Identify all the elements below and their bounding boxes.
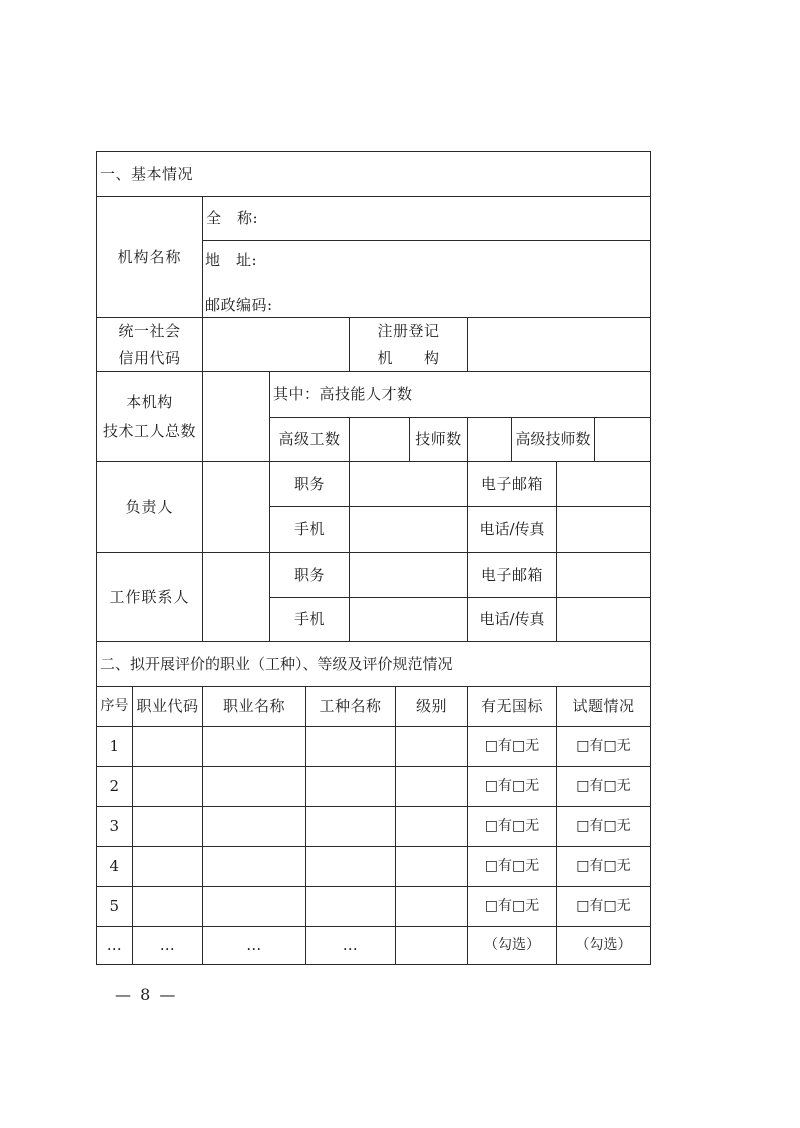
contact-position-value [350, 553, 468, 598]
page-number: — 8 — [115, 985, 178, 1004]
principal-email-label-cell [468, 462, 557, 507]
principal-mobile-label: 手机 [293, 520, 325, 538]
principal-phone-fax-label: 电话/传真 [479, 520, 545, 538]
section2-title: 二、拟开展评价的职业（工种）、等级及评价规范情况 [100, 654, 453, 673]
row-3-national-standard: □有□无 [484, 818, 540, 834]
credit-code-label-cell [97, 318, 203, 372]
header-occupation-code: 职业代码 [136, 697, 199, 715]
row-1-level-cell [396, 727, 468, 767]
contact-position-label: 职务 [293, 565, 325, 584]
row-6-occupation-name-cell [203, 927, 306, 965]
section1-header [97, 152, 651, 197]
full-name-cell [203, 197, 651, 241]
contact-email-label: 电子邮箱 [480, 565, 543, 584]
row-3-exam-status-cell [557, 807, 651, 847]
contact-phone-fax-label-cell [468, 598, 557, 642]
row-1-work-type-name-cell [306, 727, 396, 767]
header-occupation-name: 职业名称 [222, 697, 285, 715]
workers-total-label-line2: 技术工人总数 [102, 421, 196, 440]
row-6-level-cell [396, 927, 468, 965]
senior-worker-value [350, 418, 410, 462]
workers-total-value [203, 372, 270, 462]
technician-label: 技师数 [415, 430, 462, 448]
technician-label-cell [410, 418, 468, 462]
row-3-occupation-code-cell [133, 807, 203, 847]
high-skill-label: 其中：高技能人才数 [273, 385, 413, 403]
principal-label: 负责人 [125, 497, 174, 516]
row-4-national-standard: □有□无 [484, 858, 540, 874]
row-5-serial-no-cell [97, 887, 133, 927]
row-6-serial-no: … [106, 936, 123, 954]
row-6-occupation-code-cell [133, 927, 203, 965]
header-work-type-name-cell [306, 687, 396, 727]
principal-label-cell [97, 462, 203, 553]
row-4-exam-status: □有□无 [576, 858, 631, 874]
section1-title: 一、基本情况 [100, 164, 194, 183]
row-4-level-cell [396, 847, 468, 887]
row-2-serial-no-cell [97, 767, 133, 807]
contact-phone-fax-value [557, 598, 651, 642]
registration-authority-value [468, 318, 651, 372]
row-1-occupation-code-cell [133, 727, 203, 767]
row-5-level-cell [396, 887, 468, 927]
contact-phone-fax-label: 电话/传真 [479, 610, 545, 628]
row-5-national-standard: □有□无 [484, 898, 540, 914]
row-6-work-type-name: … [342, 936, 359, 954]
row-4-serial-no-cell [97, 847, 133, 887]
row-6-exam-status: （勾选） [575, 937, 632, 953]
workers-total-label-line1: 本机构 [126, 392, 173, 411]
contact-label: 工作联系人 [109, 587, 190, 606]
contact-label-cell [97, 553, 203, 642]
header-exam-status: 试题情况 [572, 697, 635, 715]
row-5-national-standard-cell [468, 887, 557, 927]
row-5-exam-status: □有□无 [576, 898, 631, 914]
principal-email-label: 电子邮箱 [480, 474, 543, 493]
row-6-national-standard: （勾选） [484, 937, 540, 953]
principal-position-value [350, 462, 468, 507]
workers-total-label-cell [97, 372, 203, 462]
senior-worker-label: 高级工数 [278, 430, 341, 448]
contact-email-value [557, 553, 651, 598]
header-work-type-name: 工种名称 [319, 697, 382, 715]
row-6-exam-status-cell [557, 927, 651, 965]
senior-technician-label-cell [512, 418, 595, 462]
row-3-work-type-name-cell [306, 807, 396, 847]
header-serial-no-cell [97, 687, 133, 727]
row-4-occupation-name-cell [203, 847, 306, 887]
row-4-work-type-name-cell [306, 847, 396, 887]
credit-code-value [203, 318, 350, 372]
header-level-cell [396, 687, 468, 727]
principal-mobile-label-cell [270, 507, 350, 553]
postal-code-label: 邮政编码: [205, 296, 273, 314]
row-5-occupation-code-cell [133, 887, 203, 927]
contact-email-label-cell [468, 553, 557, 598]
org-name-label-cell [97, 197, 203, 318]
high-skill-label-cell [270, 372, 651, 418]
row-2-occupation-code-cell [133, 767, 203, 807]
row-1-serial-no-cell [97, 727, 133, 767]
principal-phone-fax-label-cell [468, 507, 557, 553]
contact-position-label-cell [270, 553, 350, 598]
org-name-label: 机构名称 [117, 247, 182, 266]
row-1-national-standard-cell [468, 727, 557, 767]
row-4-serial-no: 4 [109, 857, 120, 875]
row-5-work-type-name-cell [306, 887, 396, 927]
row-2-level-cell [396, 767, 468, 807]
row-6-serial-no-cell [97, 927, 133, 965]
address-label: 地 址: [205, 251, 258, 269]
contact-mobile-label-cell [270, 598, 350, 642]
senior-worker-label-cell [270, 418, 350, 462]
row-1-exam-status: □有□无 [576, 738, 631, 754]
header-national-standard: 有无国标 [480, 697, 543, 715]
header-exam-status-cell [557, 687, 651, 727]
principal-name-value [203, 462, 270, 553]
contact-mobile-value [350, 598, 468, 642]
header-serial-no: 序号 [100, 698, 129, 714]
row-1-occupation-name-cell [203, 727, 306, 767]
row-2-occupation-name-cell [203, 767, 306, 807]
contact-mobile-label: 手机 [293, 610, 325, 628]
row-6-occupation-name: … [246, 936, 262, 954]
row-3-serial-no-cell [97, 807, 133, 847]
header-occupation-name-cell [203, 687, 306, 727]
row-5-exam-status-cell [557, 887, 651, 927]
row-2-exam-status-cell [557, 767, 651, 807]
application-form-table [96, 151, 651, 965]
credit-code-label-line2: 信用代码 [118, 348, 181, 367]
row-5-occupation-name-cell [203, 887, 306, 927]
row-6-work-type-name-cell [306, 927, 396, 965]
row-3-exam-status: □有□无 [576, 818, 631, 834]
row-2-national-standard: □有□无 [484, 778, 540, 794]
row-3-level-cell [396, 807, 468, 847]
principal-phone-fax-value [557, 507, 651, 553]
registration-authority-label-line2: 机 构 [377, 348, 440, 367]
contact-name-value [203, 553, 270, 642]
header-occupation-code-cell [133, 687, 203, 727]
row-2-national-standard-cell [468, 767, 557, 807]
technician-value [468, 418, 512, 462]
registration-authority-label-line1: 注册登记 [377, 321, 440, 340]
row-1-exam-status-cell [557, 727, 651, 767]
principal-position-label-cell [270, 462, 350, 507]
section2-header [97, 642, 651, 687]
row-3-national-standard-cell [468, 807, 557, 847]
header-level: 级别 [415, 697, 447, 715]
row-3-serial-no: 3 [109, 817, 120, 835]
row-6-national-standard-cell [468, 927, 557, 965]
senior-technician-value [595, 418, 651, 462]
credit-code-label-line1: 统一社会 [118, 321, 181, 340]
principal-email-value [557, 462, 651, 507]
row-2-serial-no: 2 [109, 777, 120, 795]
row-6-occupation-code: … [159, 936, 176, 954]
row-4-occupation-code-cell [133, 847, 203, 887]
full-name-label: 全 称: [206, 209, 259, 227]
row-4-national-standard-cell [468, 847, 557, 887]
registration-authority-label-cell [350, 318, 468, 372]
row-4-exam-status-cell [557, 847, 651, 887]
row-3-occupation-name-cell [203, 807, 306, 847]
row-2-work-type-name-cell [306, 767, 396, 807]
row-2-exam-status: □有□无 [576, 778, 631, 794]
principal-mobile-value [350, 507, 468, 553]
principal-position-label: 职务 [293, 474, 325, 493]
row-1-national-standard: □有□无 [484, 738, 540, 754]
address-cell [203, 241, 651, 318]
header-national-standard-cell [468, 687, 557, 727]
row-5-serial-no: 5 [109, 897, 120, 915]
row-1-serial-no: 1 [109, 737, 120, 755]
senior-technician-label: 高级技师数 [515, 430, 591, 448]
